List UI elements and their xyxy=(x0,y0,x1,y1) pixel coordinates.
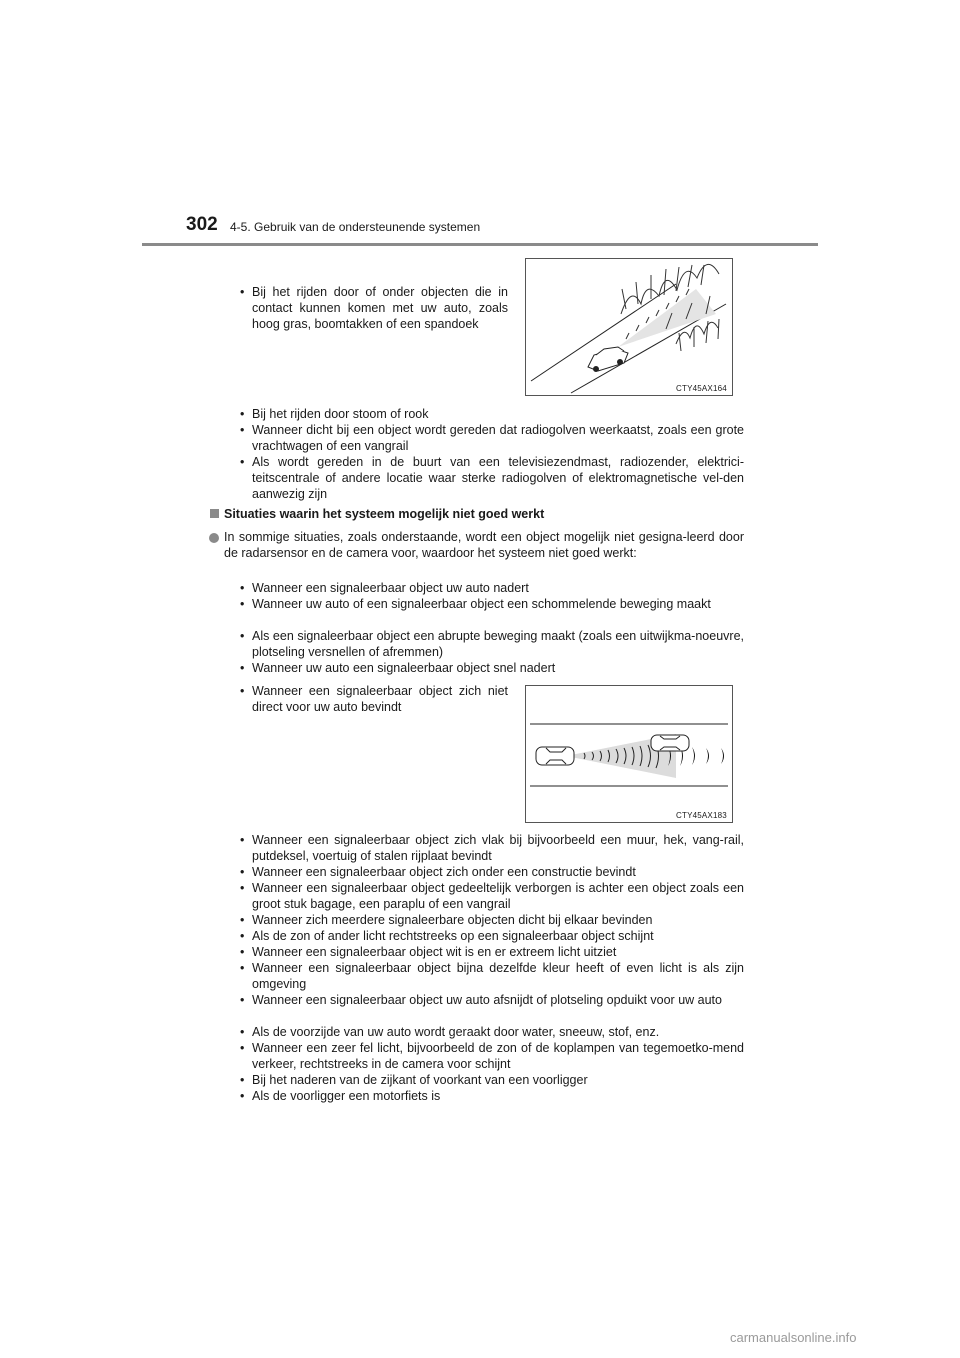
bullet-item: • Als wordt gereden in de buurt van een televisiezendmast, radiozender, elektrici-teitscentrale of andere locatie waar sterke radiogolven of elektromagnetische vel-den aanwezig zijn xyxy=(252,455,744,502)
bullet-item: • Bij het naderen van de zijkant of voorkant van een voorligger xyxy=(252,1073,744,1089)
bullet-item: • Als een signaleerbaar object een abrupte beweging maakt (zoals een uitwijkma-noeuvre, plotseling versnellen of afremmen) xyxy=(252,629,744,661)
figure-tall-grass xyxy=(525,258,733,396)
watermark: carmanualsonline.info xyxy=(730,1330,857,1345)
figure-caption: CTY45AX183 xyxy=(676,811,727,820)
bullet-item: • Wanneer een signaleerbaar object uw auto afsnijdt of plotseling opduikt voor uw auto xyxy=(252,993,744,1009)
bullet-item: • Wanneer een signaleerbaar object bijna dezelfde kleur heeft of even licht is als zijn omgeving xyxy=(252,961,744,993)
bullet-item: • Wanneer dicht bij een object wordt gereden dat radiogolven weerkaatst, zoals een grote vrachtwagen of een vangrail xyxy=(252,423,744,455)
bullet-item: • Wanneer een signaleerbaar object zich vlak bij bijvoorbeeld een muur, hek, vang-rail, putdeksel, voertuig of stalen rijplaat bevindt xyxy=(252,833,744,865)
bullet-item: • Bij het rijden door stoom of rook xyxy=(252,407,744,423)
tall-grass-illustration xyxy=(526,259,732,395)
circle-bullet-icon xyxy=(209,533,219,543)
section-heading-text: Situaties waarin het systeem mogelijk niet goed werkt xyxy=(224,507,545,521)
section-heading xyxy=(224,506,744,522)
bullet-item: • Bij het rijden door of onder objecten die in contact kunnen komen met uw auto, zoals hoog gras, boomtakken of een spandoek xyxy=(252,285,508,332)
bullet-item: • Wanneer een signaleerbaar object zich niet direct voor uw auto bevindt xyxy=(252,684,508,716)
bullet-item: • Wanneer een signaleerbaar object gedeeltelijk verborgen is achter een object zoals een groot stuk bagage, een paraplu of een vangrail xyxy=(252,881,744,913)
bullet-item: • Als de zon of ander licht rechtstreeks op een signaleerbaar object schijnt xyxy=(252,929,744,945)
intro-paragraph xyxy=(224,530,744,562)
figure-caption: CTY45AX164 xyxy=(676,384,727,393)
bullet-item: • Als de voorligger een motorfiets is xyxy=(252,1089,744,1105)
bullet-item: • Wanneer uw auto of een signaleerbaar object een schommelende beweging maakt xyxy=(252,597,744,613)
square-bullet-icon xyxy=(210,509,219,518)
intro-text: In sommige situaties, zoals onderstaande, wordt een object mogelijk niet gesigna-leerd door de radarsensor en de camera voor, waardoor het systeem niet goed werkt: xyxy=(224,530,744,560)
bullet-item: • Als de voorzijde van uw auto wordt geraakt door water, sneeuw, stof, enz. xyxy=(252,1025,744,1041)
figure-offset-object xyxy=(525,685,733,823)
bullet-item: • Wanneer een zeer fel licht, bijvoorbeeld de zon of de koplampen van tegemoetko-mend verkeer, rechtstreeks in de camera voor schijnt xyxy=(252,1041,744,1073)
offset-object-illustration xyxy=(526,686,732,822)
bullet-item: • Wanneer uw auto een signaleerbaar object snel nadert xyxy=(252,661,744,677)
section-title: 4-5. Gebruik van de ondersteunende systemen xyxy=(230,220,481,234)
bullet-item: • Wanneer een signaleerbaar object uw auto nadert xyxy=(252,581,744,597)
page-number: 302 xyxy=(186,214,218,235)
bullet-item: • Wanneer een signaleerbaar object zich onder een constructie bevindt xyxy=(252,865,744,881)
bullet-item: • Wanneer een signaleerbaar object wit is en er extreem licht uitziet xyxy=(252,945,744,961)
header-rule xyxy=(142,243,818,246)
bullet-item: • Wanneer zich meerdere signaleerbare objecten dicht bij elkaar bevinden xyxy=(252,913,744,929)
